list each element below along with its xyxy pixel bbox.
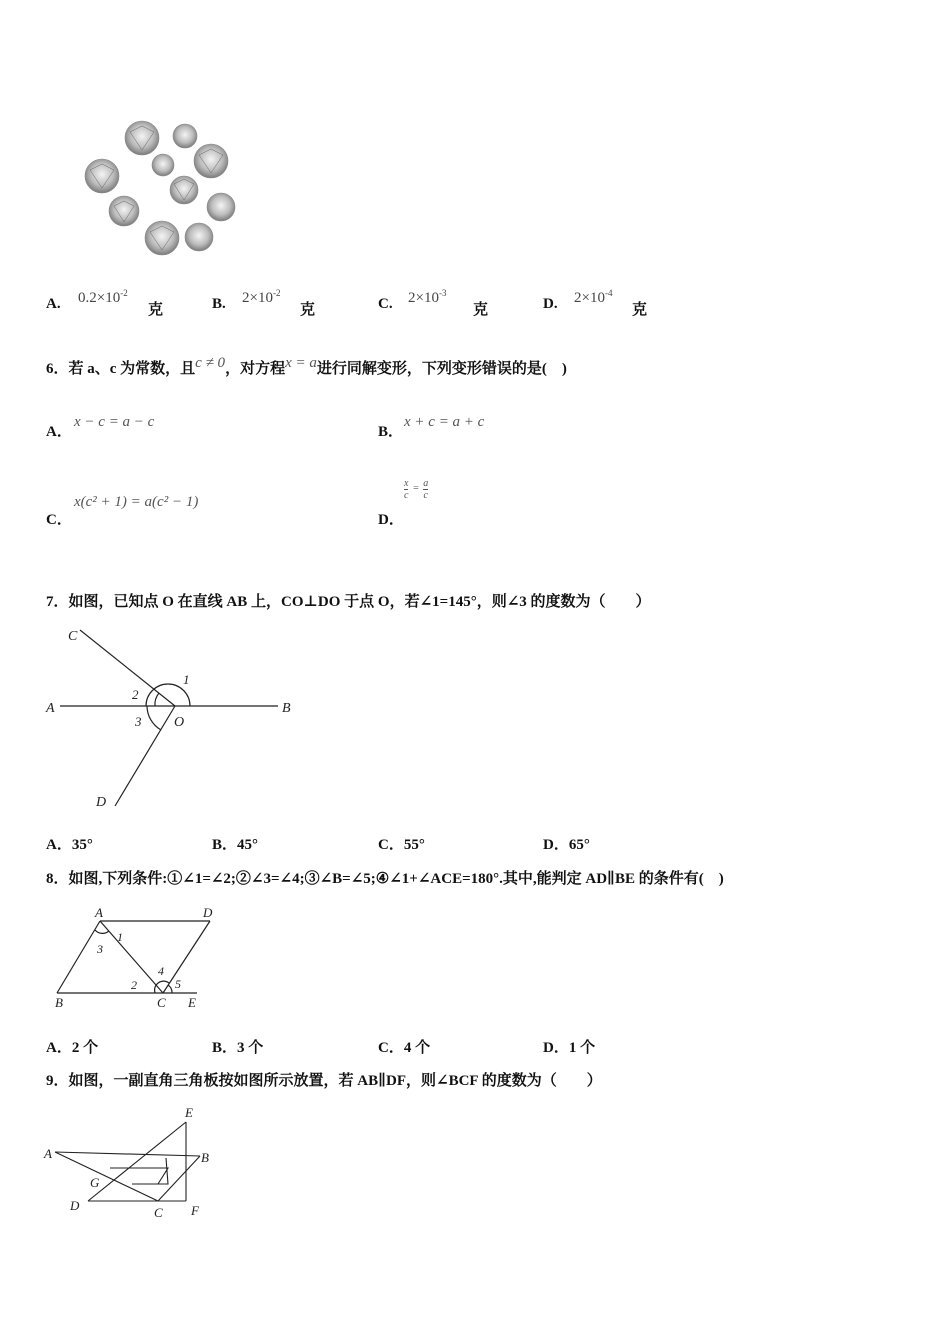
q5-d-mantissa: 2 [574,290,582,306]
q6-option-b[interactable] [378,420,403,441]
q6-option-b-letter: B． [378,424,404,440]
q7-label-c: C [68,629,78,644]
q9-label-g: G [90,1175,100,1190]
q8-label-a: A [95,905,103,920]
q9-stem: 9．如图，一副直角三角板按如图所示放置，若 AB∥DF，则∠BCF 的度数为（ ） [46,1073,602,1089]
q5-a-mantissa: 0.2 [78,290,97,306]
q5-option-d-letter: D. [543,296,558,312]
q8-label-1: 1 [117,930,123,944]
q8-option-a-value: 2 个 [71,1040,99,1056]
q9-label-c: C [154,1205,163,1220]
q5-option-b[interactable] [212,296,226,313]
q6-d-num-left: x [404,478,409,489]
q6-stem [46,357,567,378]
q7-option-b-value: 45° [237,837,259,853]
q8-label-b: B [55,995,63,1010]
q6-option-a-letter: A． [46,424,72,440]
q8-label-d: D [203,905,213,920]
q7-option-a-letter: A． [46,837,72,853]
q6-option-c-expr: x(c² + 1) = a(c² − 1) [74,494,199,510]
q9-label-d: D [70,1198,80,1213]
q5-c-mantissa: 2 [408,290,416,306]
q6-option-c-letter: C． [46,512,72,528]
q5-option-c-letter: C. [378,296,393,312]
q7-label-b: B [282,701,291,716]
q6-d-left-fraction [404,478,408,501]
diamond-gems [85,121,235,255]
q8-label-4: 4 [158,964,164,978]
q7-option-b[interactable] [212,833,258,854]
q6-stem-part1: 6．若 a、c 为常数，且 [46,361,196,377]
q5-option-b-unit: 克 [300,302,316,318]
q6-equation: x = a [285,355,317,371]
q8-label-5: 5 [175,977,181,991]
q9-label-e: E [185,1105,193,1120]
q6-d-right-fraction [423,478,428,501]
q7-arc-2 [155,693,159,706]
q6-option-a[interactable] [46,420,72,441]
q7-stem: 7．如图，已知点 O 在直线 AB 上，CO⊥DO 于点 O，若∠1=145°，则∠3 的度数为（ ） [46,594,651,610]
q6-option-d-letter: D． [378,512,404,528]
q5-c-exp: -3 [438,288,447,298]
q5-option-a-letter: A. [46,296,61,312]
q7-option-b-letter: B． [212,837,238,853]
q8-option-d[interactable] [543,1036,595,1057]
q7-arc-1 [146,684,190,706]
q6-option-c[interactable] [46,508,72,529]
q8-option-a-letter: A． [46,1040,72,1056]
q8-option-b[interactable] [212,1036,263,1057]
q9-label-f: F [191,1203,199,1218]
q8-label-3: 3 [97,942,103,956]
q5-a-exp: -2 [120,288,128,298]
q6-d-num-right: a [423,478,429,489]
q7-label-1: 1 [183,672,190,687]
q8-option-b-value: 3 个 [237,1040,264,1056]
q7-option-d[interactable] [543,833,590,854]
q5-b-mantissa: 2 [242,290,250,306]
q7-ray-oc [80,630,175,706]
q8-line-cd [163,921,210,993]
q5-option-b-value: $2\times 10^{-2}$ [242,288,281,306]
q6-d-den-left: c [404,490,409,501]
q7-label-2: 2 [132,687,139,702]
q7-label-3: 3 [135,714,142,729]
q5-option-c-value: $2\times 10^{-3}$ [408,288,447,306]
q8-option-c[interactable] [378,1036,430,1057]
q8-option-c-value: 4 个 [403,1040,431,1056]
q8-option-c-letter: C． [378,1040,404,1056]
q6-stem-part2: ，对方程 [225,361,286,377]
q7-option-a[interactable] [46,833,93,854]
q6-d-equals: = [412,483,420,494]
q7-label-a: A [46,701,55,716]
q5-option-a-value: $0.2\times 10^{-2}$ [78,288,128,306]
q6-condition: c ≠ 0 [195,355,226,371]
q5-option-b-letter: B. [212,296,226,312]
q7-option-a-value: 35° [71,837,93,853]
q8-line-ab [57,921,100,993]
q7-option-c-value: 55° [403,837,425,853]
q8-label-e: E [188,995,196,1010]
q7-figure [40,620,310,825]
q7-option-d-letter: D． [543,837,569,853]
q6-option-d-expr [404,478,428,503]
q9-label-a: A [44,1146,52,1161]
q9-inner-triangle-2 [132,1158,168,1184]
q6-option-d[interactable] [378,508,404,529]
q5-option-d-value: $2\times 10^{-4}$ [574,288,613,306]
q5-option-a[interactable] [46,296,61,313]
q5-option-d-unit: 克 [632,302,648,318]
q8-option-a[interactable] [46,1036,98,1057]
q5-option-c-unit: 克 [473,302,489,318]
q5-b-exp: -2 [272,288,281,298]
q8-label-2: 2 [131,978,137,992]
q6-stem-part3: 进行同解变形，下列变形错误的是( ) [316,361,567,377]
q5-d-exp: -4 [604,288,613,298]
q8-option-d-value: 1 个 [568,1040,596,1056]
q8-label-c: C [157,995,166,1010]
q8-option-d-letter: D． [543,1040,569,1056]
q5-option-c[interactable] [378,296,393,313]
q8-arc-3 [95,930,109,933]
q7-option-d-value: 65° [568,837,590,853]
q5-option-d[interactable] [543,296,558,313]
q9-line-ac [55,1152,158,1201]
q7-label-d: D [96,795,107,810]
q6-option-a-expr: x − c = a − c [74,414,155,430]
q7-arc-3 [147,706,161,730]
q7-label-o: O [174,715,185,730]
diamonds-image [80,118,240,258]
q9-line-ed [88,1122,186,1201]
q9-figure [40,1100,230,1230]
q7-option-c[interactable] [378,833,425,854]
q9-label-b: B [201,1150,209,1165]
q8-stem: 8．如图,下列条件:①∠1=∠2;②∠3=∠4;③∠B=∠5;④∠1+∠ACE=180°.其中,能判定 AD∥BE 的条件有( ) [46,871,724,887]
q6-option-b-expr: x + c = a + c [404,414,485,430]
q7-option-c-letter: C． [378,837,404,853]
q8-arc-5 [168,985,172,993]
q8-option-b-letter: B． [212,1040,238,1056]
q9-line-ab [55,1152,200,1156]
q8-figure [45,905,235,1022]
q6-d-den-right: c [423,490,428,501]
q5-option-a-unit: 克 [148,302,164,318]
q7-ray-od [115,706,175,806]
q9-line-bc [158,1156,200,1201]
